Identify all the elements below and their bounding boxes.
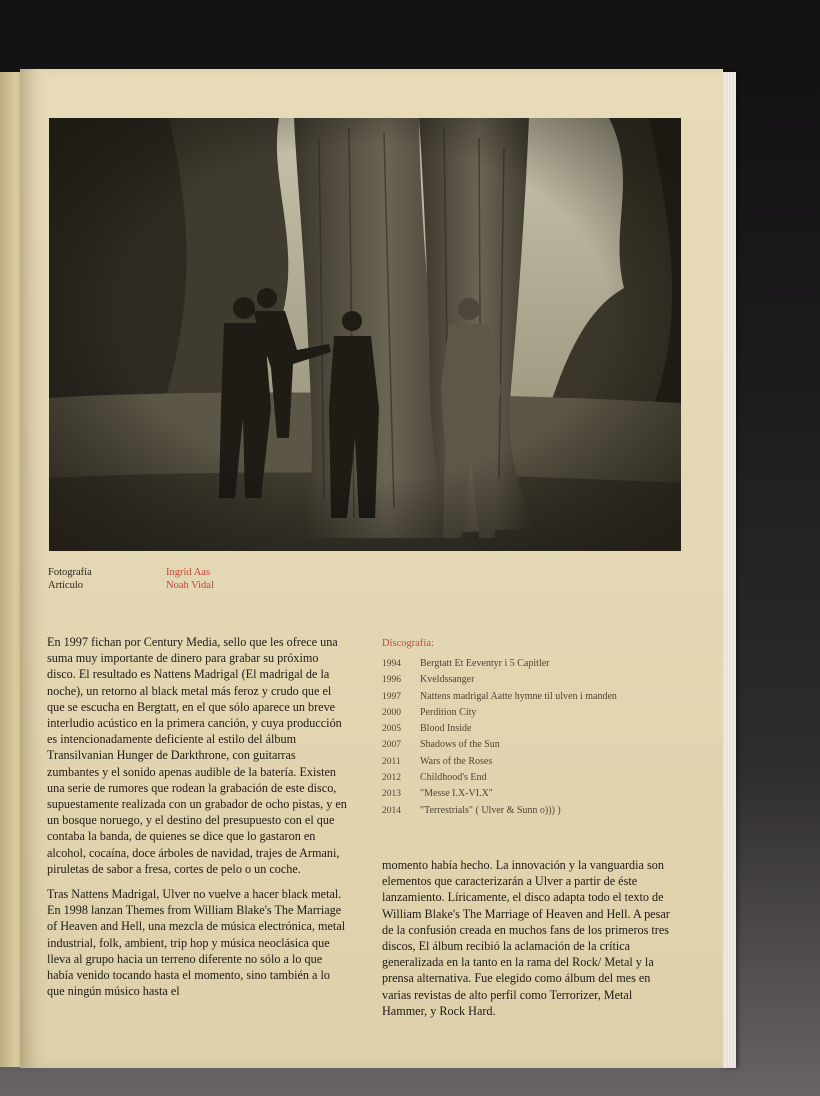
discography-year: 2012 xyxy=(382,773,401,784)
discography-item xyxy=(382,803,682,819)
credit-row-photo xyxy=(48,566,248,579)
article-column-right xyxy=(382,857,674,1019)
discography-album: "Terrestrials" ( Ulver & Sunn o))) ) xyxy=(420,804,561,816)
discography-item xyxy=(382,705,682,721)
article-paragraph-3: momento había hecho. La innovación y la vanguardia son elementos que caracterizarán a Ulver a partir de éste lanzamiento. Líricamente, el disco adapta todo el texto de William Blake's The Marriage of Heaven and Hell. A pesar de la confusión creada en muchos fans de los primeros tres discos, El álbum recibió la aclamación de la crítica generalizada en la tanto en la rama del Rock/ Metal y la prensa alternativa. Fue elegido como álbum del mes en varias revistas de alto perfil como Terrorizer, Metal Hammer, y Rock Hard. xyxy=(382,858,670,1018)
discography-year: 1994 xyxy=(382,659,401,669)
left-page-edge xyxy=(0,72,22,1067)
article-column-left xyxy=(47,634,347,1008)
page-stack-edge xyxy=(722,72,736,1068)
discography-item xyxy=(382,754,682,770)
discography-album: Nattens madrigal Aatte hymne til ulven i manden xyxy=(420,690,617,702)
band-photo xyxy=(49,118,681,551)
discography-list xyxy=(382,638,682,819)
credit-row-article xyxy=(48,579,248,592)
photo-credit-name: Ingrid Aas xyxy=(166,567,211,578)
photo-credit-label: Fotografía xyxy=(48,567,92,578)
discography-item xyxy=(382,786,682,802)
discography-album: Bergtatt Et Eeventyr i 5 Capitler xyxy=(420,658,550,669)
discography-album: Shadows of the Sun xyxy=(420,739,500,751)
discography-item xyxy=(382,672,682,688)
discography-title: Discografía: xyxy=(382,638,434,649)
discography-item xyxy=(382,721,682,737)
photo-credits xyxy=(48,566,248,592)
discography-year: 1996 xyxy=(382,675,401,686)
discography-album: Perdition City xyxy=(420,706,477,718)
discography-year: 1997 xyxy=(382,691,401,702)
article-credit-label: Artículo xyxy=(48,580,83,591)
discography-year: 2005 xyxy=(382,724,401,735)
discography-album: Childhood's End xyxy=(420,772,487,784)
discography-album: Blood Inside xyxy=(420,723,472,735)
discography-item xyxy=(382,737,682,753)
article-credit-name: Noah Vidal xyxy=(166,580,214,591)
discography-album: "Messe I.X-VI.X" xyxy=(420,788,493,800)
discography-year: 2007 xyxy=(382,740,401,751)
article-paragraph-1: En 1997 fichan por Century Media, sello que les ofrece una suma muy importante de dinero para grabar su próximo disco. El resultado es Nattens Madrigal (El madrigal de la noche), un retorno al black metal más feroz y crudo que el que se escucha en Bergtatt, en el que sólo aparece un breve interludio acústico en la primera canción, y cuya producción es intencionadamente deficiente al estilo del álbum Transilvanian Hunger de Darkthrone, con guitarras zumbantes y el sonido apenas audible de la batería. Existen una serie de rumores que rodean la grabación de este disco, supuestamente realizada con un grabador de ocho pistas, y en un bosque noruego, y el destino del presupuesto con el que contaba la banda, de quienes se dice que lo gastaron en alcohol, cocaína, doce árboles de navidad, trajes de Armani, piruletas de sabor a fresa, cortes de pelo o un coche. xyxy=(47,635,347,876)
discography-album: Kveldssanger xyxy=(420,674,475,686)
article-paragraph-2: Tras Nattens Madrigal, Ulver no vuelve a hacer black metal. En 1998 lanzan Themes from William Blake's The Marriage of Heaven and Hell, una mezcla de música electrónica, metal industrial, folk, ambient, trip hop y música neoclásica que lleva al grupo hacia un terreno diferente no sólo a lo que había venido tocando hasta el momento, sino también a lo que ningún músico hasta el xyxy=(47,887,346,999)
discography-year: 2014 xyxy=(382,805,401,816)
discography-year: 2013 xyxy=(382,789,401,800)
discography-item xyxy=(382,656,682,672)
discography-album: Wars of the Roses xyxy=(420,755,493,767)
discography-year: 2011 xyxy=(382,756,401,767)
discography-item xyxy=(382,689,682,705)
discography-year: 2000 xyxy=(382,707,401,718)
discography-item xyxy=(382,770,682,786)
